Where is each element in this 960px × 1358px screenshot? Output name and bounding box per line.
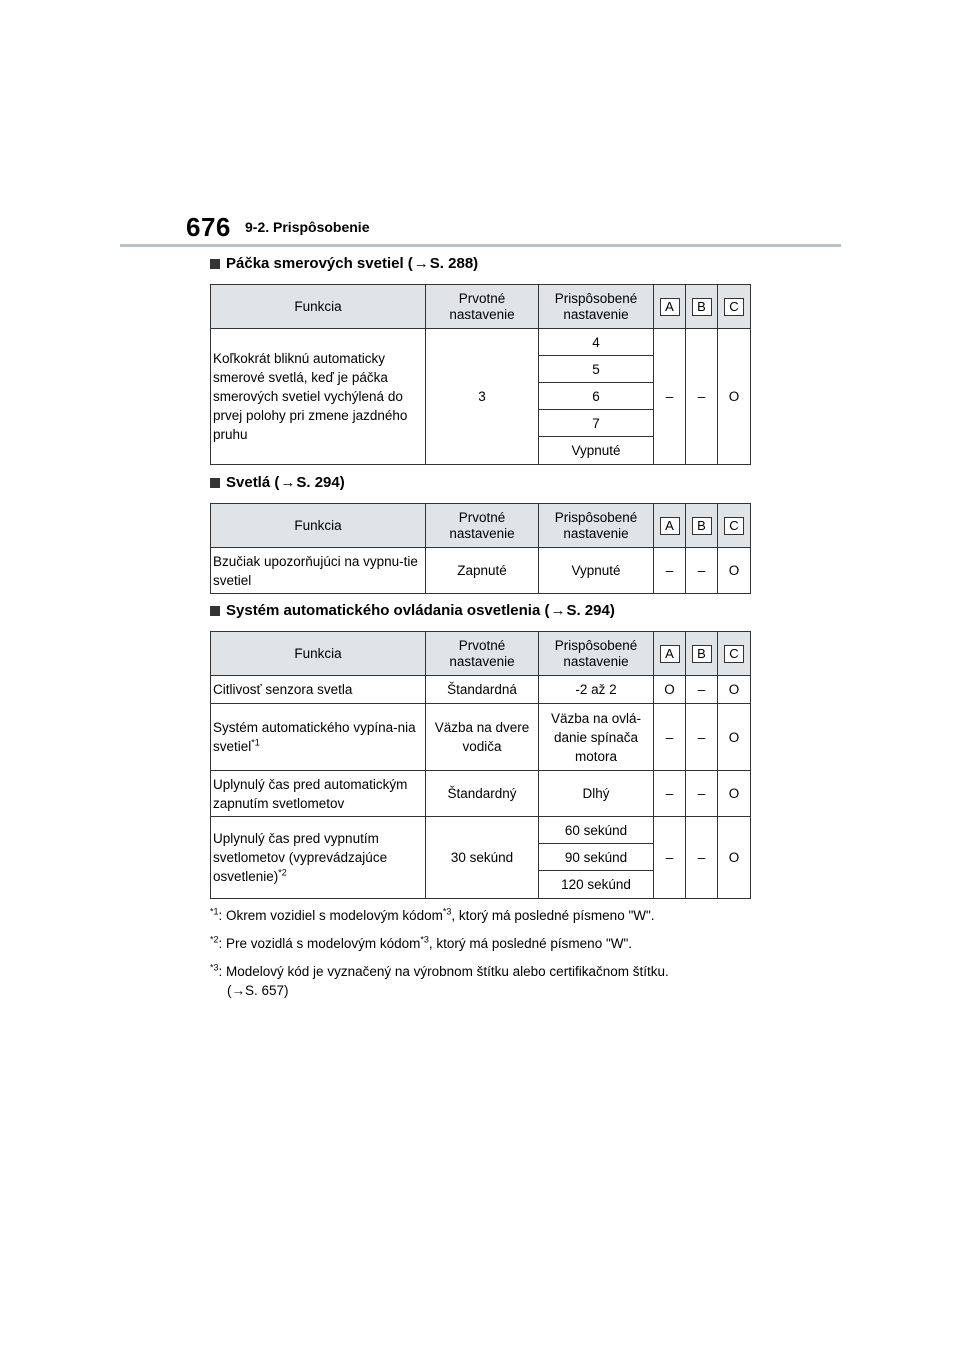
b-cell: – bbox=[686, 329, 718, 465]
header-prvotne: Prvotné nastavenie bbox=[426, 285, 539, 329]
header-c: C bbox=[724, 645, 744, 663]
initial-cell: Štandardná bbox=[426, 676, 539, 704]
option-cell: Vypnuté bbox=[539, 437, 654, 465]
option-cell: 7 bbox=[539, 410, 654, 437]
b-cell: – bbox=[686, 817, 718, 899]
function-cell: Uplynulý čas pred vypnutím svetlometov (vyprevádzajúce osvetlenie)$^{*2}$ bbox=[211, 817, 426, 899]
b-cell: – bbox=[686, 676, 718, 704]
initial-cell: Väzba na dvere vodiča bbox=[426, 704, 539, 771]
initial-cell: 30 sekúnd bbox=[426, 817, 539, 899]
chapter-title: 9-2. Prispôsobenie bbox=[245, 219, 370, 235]
custom-cell: Dlhý bbox=[539, 771, 654, 817]
function-cell: Uplynulý čas pred automatickým zapnutím svetlometov bbox=[211, 771, 426, 817]
c-cell: O bbox=[718, 676, 751, 704]
option-cell: 60 sekúnd bbox=[539, 817, 654, 844]
function-cell: Citlivosť senzora svetla bbox=[211, 676, 426, 704]
initial-cell: Štandardný bbox=[426, 771, 539, 817]
header-funkcia: Funkcia bbox=[211, 632, 426, 676]
b-cell: – bbox=[686, 771, 718, 817]
section-heading-turn-signal: Páčka smerových svetiel ( → S. 288) bbox=[210, 255, 478, 272]
b-cell: – bbox=[686, 704, 718, 771]
b-cell: – bbox=[686, 548, 718, 594]
c-cell: O bbox=[718, 771, 751, 817]
table-auto-light bbox=[210, 631, 751, 899]
table-turn-signal bbox=[210, 284, 751, 465]
square-bullet-icon bbox=[210, 259, 220, 269]
option-cell: 120 sekúnd bbox=[539, 871, 654, 899]
header-b: B bbox=[692, 645, 712, 663]
option-cell: 5 bbox=[539, 356, 654, 383]
header-prvotne: Prvotné nastavenie bbox=[426, 504, 539, 548]
initial-cell: 3 bbox=[426, 329, 539, 465]
square-bullet-icon bbox=[210, 606, 220, 616]
header-c: C bbox=[724, 517, 744, 535]
a-cell: – bbox=[654, 329, 686, 465]
footnote-3: $^{*3}$: Modelový kód je vyznačený na výrobnom štítku alebo certifikačnom štítku. (→S. 657) bbox=[210, 962, 669, 998]
custom-cell: Väzba na ovlá-danie spínača motora bbox=[539, 704, 654, 771]
header-prisposobene: Prispôsobené nastavenie bbox=[539, 285, 654, 329]
initial-cell: Zapnuté bbox=[426, 548, 539, 594]
table-lights bbox=[210, 503, 751, 594]
arrow-right-icon: → bbox=[280, 474, 296, 491]
option-cell: 4 bbox=[539, 329, 654, 356]
footnote-2: $^{*2}$: Pre vozidlá s modelovým kódom$^{*3}$, ktorý má posledné písmeno "W". bbox=[210, 934, 633, 951]
header-a: A bbox=[660, 645, 680, 663]
arrow-right-icon: → bbox=[413, 255, 429, 272]
footnote-ref: *2 bbox=[278, 867, 287, 878]
square-bullet-icon bbox=[210, 478, 220, 488]
arrow-right-icon: → bbox=[231, 983, 245, 998]
custom-cell: Vypnuté bbox=[539, 548, 654, 594]
function-cell: Bzučiak upozorňujúci na vypnu-tie svetiel bbox=[211, 548, 426, 594]
arrow-right-icon: → bbox=[550, 602, 566, 619]
header-b: B bbox=[692, 517, 712, 535]
option-cell: 6 bbox=[539, 383, 654, 410]
a-cell: – bbox=[654, 548, 686, 594]
section-heading-auto-light: Systém automatického ovládania osvetlenia ( → S. 294) bbox=[210, 602, 615, 619]
c-cell: O bbox=[718, 548, 751, 594]
a-cell: – bbox=[654, 771, 686, 817]
header-c: C bbox=[724, 298, 744, 316]
c-cell: O bbox=[718, 329, 751, 465]
header-prvotne: Prvotné nastavenie bbox=[426, 632, 539, 676]
c-cell: O bbox=[718, 817, 751, 899]
header-prisposobene: Prispôsobené nastavenie bbox=[539, 504, 654, 548]
footnote-1: $^{*1}$: Okrem vozidiel s modelovým kódom$^{*3}$, ktorý má posledné písmeno "W". bbox=[210, 906, 655, 923]
header-b: B bbox=[692, 298, 712, 316]
header-rule bbox=[120, 244, 841, 247]
a-cell: O bbox=[654, 676, 686, 704]
header-prisposobene: Prispôsobené nastavenie bbox=[539, 632, 654, 676]
a-cell: – bbox=[654, 817, 686, 899]
c-cell: O bbox=[718, 704, 751, 771]
header-funkcia: Funkcia bbox=[211, 504, 426, 548]
function-cell: Systém automatického vypína-nia svetiel$^{*1}$ bbox=[211, 704, 426, 771]
header-funkcia: Funkcia bbox=[211, 285, 426, 329]
header-a: A bbox=[660, 298, 680, 316]
function-cell: Koľkokrát bliknú automaticky smerové svetlá, keď je páčka smerových svetiel vychýlená do prvej polohy pri zmene jazdného pruhu bbox=[211, 329, 426, 465]
a-cell: – bbox=[654, 704, 686, 771]
header-a: A bbox=[660, 517, 680, 535]
footnote-ref: *1 bbox=[251, 737, 260, 748]
section-heading-lights: Svetlá ( → S. 294) bbox=[210, 474, 345, 491]
custom-cell: -2 až 2 bbox=[539, 676, 654, 704]
option-cell: 90 sekúnd bbox=[539, 844, 654, 871]
page-number: 676 bbox=[186, 212, 231, 242]
